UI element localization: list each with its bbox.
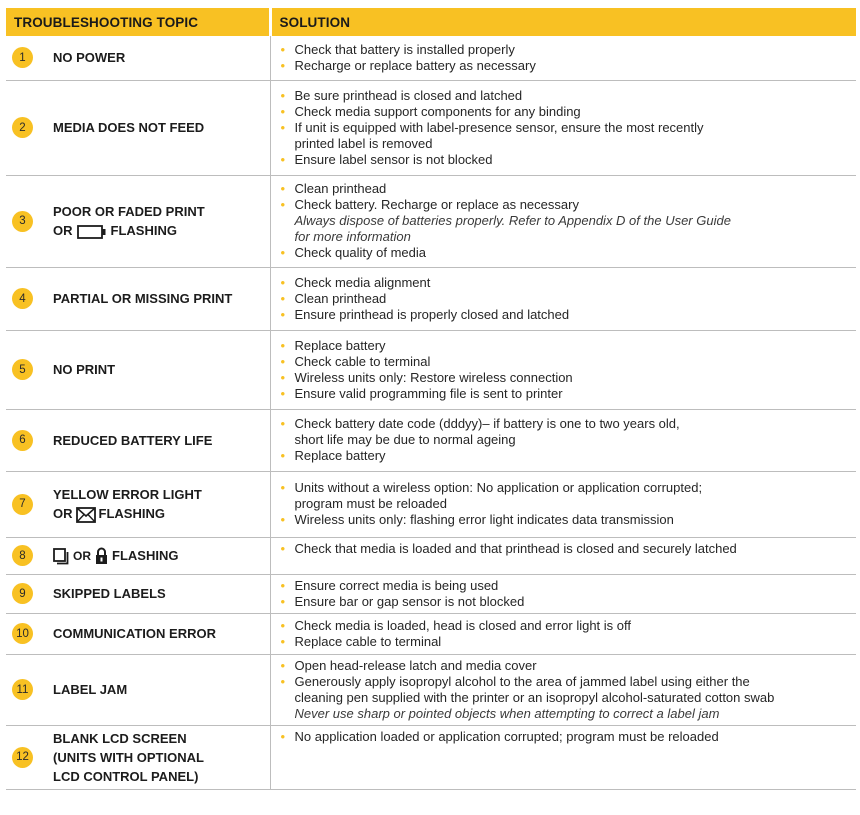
topic-line: POOR OR FADED PRINT — [53, 204, 205, 219]
column-header-solution: SOLUTION — [270, 8, 856, 36]
topic-title — [53, 485, 202, 523]
topic-cell — [6, 654, 270, 725]
topic-line: COMMUNICATION ERROR — [53, 626, 216, 641]
topic-or: OR — [53, 223, 73, 238]
topic-title — [53, 680, 127, 699]
troubleshooting-table — [6, 8, 856, 790]
solution-list — [271, 272, 857, 326]
topic-cell — [6, 36, 270, 80]
solution-item: • Generously apply isopropyl alcohol to the area of jammed label using either the — [281, 674, 857, 690]
media-icon — [53, 548, 69, 565]
topic-title — [53, 729, 204, 786]
topic-number-badge: 7 — [12, 494, 33, 515]
solution-list — [271, 85, 857, 171]
solution-list — [271, 538, 857, 560]
topic-line: (UNITS WITH OPTIONAL — [53, 749, 204, 765]
topic-line: MEDIA DOES NOT FEED — [53, 120, 205, 135]
table-row — [6, 471, 856, 537]
column-header-topic: TROUBLESHOOTING TOPIC — [6, 8, 270, 36]
envelope-icon — [76, 507, 96, 523]
topic-title — [53, 546, 178, 566]
solution-item: • Check battery. Recharge or replace as necessary — [281, 197, 857, 213]
topic-title — [53, 624, 216, 643]
solution-cell — [270, 574, 856, 613]
topic-line: NO PRINT — [53, 362, 116, 377]
solution-item: • Ensure label sensor is not blocked — [281, 152, 857, 168]
topic-title — [53, 118, 204, 137]
topic-line: FLASHING — [110, 223, 177, 238]
topic-line: FLASHING — [98, 506, 165, 521]
topic-line: PARTIAL OR MISSING PRINT — [53, 291, 233, 306]
topic-number-badge: 9 — [12, 583, 33, 604]
topic-cell — [6, 725, 270, 789]
topic-line: YELLOW ERROR LIGHT — [53, 487, 202, 502]
solution-item: • Ensure valid programming file is sent to printer — [281, 386, 857, 402]
solution-cell — [270, 36, 856, 80]
topic-title — [53, 360, 115, 379]
solution-cell — [270, 175, 856, 267]
solution-item: • Open head-release latch and media cover — [281, 658, 857, 674]
solution-list — [271, 655, 857, 725]
topic-number-badge: 10 — [12, 623, 33, 644]
topic-cell — [6, 80, 270, 175]
topic-line: FLASHING — [112, 547, 179, 563]
solution-item: • If unit is equipped with label-presence sensor, ensure the most recently — [281, 120, 857, 136]
table-row — [6, 654, 856, 725]
table-row — [6, 574, 856, 613]
solution-item: • Check media is loaded, head is closed and error light is off — [281, 618, 857, 634]
solution-note: Always dispose of batteries properly. Refer to Appendix D of the User Guide — [294, 213, 731, 228]
topic-or: OR — [53, 506, 73, 521]
solution-list — [271, 575, 857, 613]
topic-cell — [6, 409, 270, 471]
topic-cell — [6, 175, 270, 267]
solution-item: • Replace cable to terminal — [281, 634, 857, 650]
table-row — [6, 80, 856, 175]
topic-number-badge: 1 — [12, 47, 33, 68]
topic-line: LABEL JAM — [53, 682, 128, 697]
solution-item: • Ensure printhead is properly closed and latched — [281, 307, 857, 323]
topic-title — [53, 48, 125, 67]
solution-item: cleaning pen supplied with the printer or an isopropyl alcohol-saturated cotton swab — [294, 689, 775, 705]
solution-item: • Recharge or replace battery as necessary — [281, 58, 857, 74]
solution-item: • Replace battery — [281, 448, 857, 464]
solution-cell — [270, 267, 856, 330]
solution-cell — [270, 613, 856, 654]
topic-line: LCD CONTROL PANEL) — [53, 768, 199, 784]
solution-list — [271, 726, 857, 748]
topic-number-badge: 5 — [12, 359, 33, 380]
solution-cell — [270, 409, 856, 471]
solution-cell — [270, 471, 856, 537]
solution-note: Never use sharp or pointed objects when attempting to correct a label jam — [294, 705, 720, 721]
solution-item: • Wireless units only: flashing error light indicates data transmission — [281, 512, 857, 528]
topic-number-badge: 4 — [12, 288, 33, 309]
solution-item: • Check that media is loaded and that printhead is closed and securely latched — [281, 541, 857, 557]
solution-item: • Check media support components for any binding — [281, 104, 857, 120]
topic-line: BLANK LCD SCREEN — [53, 730, 187, 746]
solution-list — [271, 615, 857, 653]
topic-number-badge: 11 — [12, 679, 33, 700]
solution-item: program must be reloaded — [294, 496, 447, 511]
topic-or: OR — [73, 548, 91, 563]
table-row — [6, 36, 856, 80]
solution-item: short life may be due to normal ageing — [294, 432, 516, 447]
solution-cell — [270, 80, 856, 175]
topic-number-badge: 2 — [12, 117, 33, 138]
table-header — [6, 8, 856, 36]
topic-title — [53, 584, 166, 603]
solution-cell — [270, 725, 856, 789]
solution-item: • No application loaded or application corrupted; program must be reloaded — [281, 729, 857, 745]
topic-cell — [6, 613, 270, 654]
solution-item: • Ensure bar or gap sensor is not blocked — [281, 594, 857, 610]
table-row — [6, 267, 856, 330]
solution-cell — [270, 330, 856, 409]
solution-list — [271, 413, 857, 467]
solution-cell — [270, 654, 856, 725]
topic-number-badge: 12 — [12, 747, 33, 768]
solution-item: printed label is removed — [294, 135, 433, 151]
solution-list — [271, 178, 857, 264]
table-row — [6, 330, 856, 409]
solution-item: • Wireless units only: Restore wireless connection — [281, 370, 857, 386]
topic-number-badge: 8 — [12, 545, 33, 566]
solution-list — [271, 477, 857, 531]
topic-cell — [6, 537, 270, 574]
solution-item: • Clean printhead — [281, 291, 857, 307]
solution-item: • Be sure printhead is closed and latched — [281, 88, 857, 104]
topic-title — [53, 202, 205, 240]
table-row — [6, 175, 856, 267]
solution-item: • Check cable to terminal — [281, 354, 857, 370]
solution-item: • Check quality of media — [281, 245, 857, 261]
topic-number-badge: 3 — [12, 211, 33, 232]
lock-icon — [95, 547, 108, 565]
topic-cell — [6, 330, 270, 409]
topic-title — [53, 431, 212, 450]
topic-line: NO POWER — [53, 50, 126, 66]
topic-line: REDUCED BATTERY LIFE — [53, 432, 213, 448]
solution-item: • Check media alignment — [281, 275, 857, 291]
table-row — [6, 725, 856, 789]
solution-item: • Clean printhead — [281, 181, 857, 197]
topic-title — [53, 289, 232, 308]
solution-item: • Replace battery — [281, 338, 857, 354]
table-row — [6, 409, 856, 471]
solution-item: • Ensure correct media is being used — [281, 578, 857, 594]
topic-number-badge: 6 — [12, 430, 33, 451]
topic-line: SKIPPED LABELS — [53, 586, 166, 601]
table-row — [6, 537, 856, 574]
table-row — [6, 613, 856, 654]
solution-item: • Check battery date code (dddyy)– if battery is one to two years old, — [281, 416, 857, 432]
solution-item: • Check that battery is installed properly — [281, 42, 857, 58]
topic-cell — [6, 471, 270, 537]
solution-item: • Units without a wireless option: No application or application corrupted; — [281, 480, 857, 496]
solution-cell — [270, 537, 856, 574]
battery-icon — [77, 225, 107, 239]
solution-list — [271, 335, 857, 405]
topic-cell — [6, 574, 270, 613]
solution-note: for more information — [294, 229, 411, 244]
solution-list — [271, 39, 857, 77]
topic-cell — [6, 267, 270, 330]
